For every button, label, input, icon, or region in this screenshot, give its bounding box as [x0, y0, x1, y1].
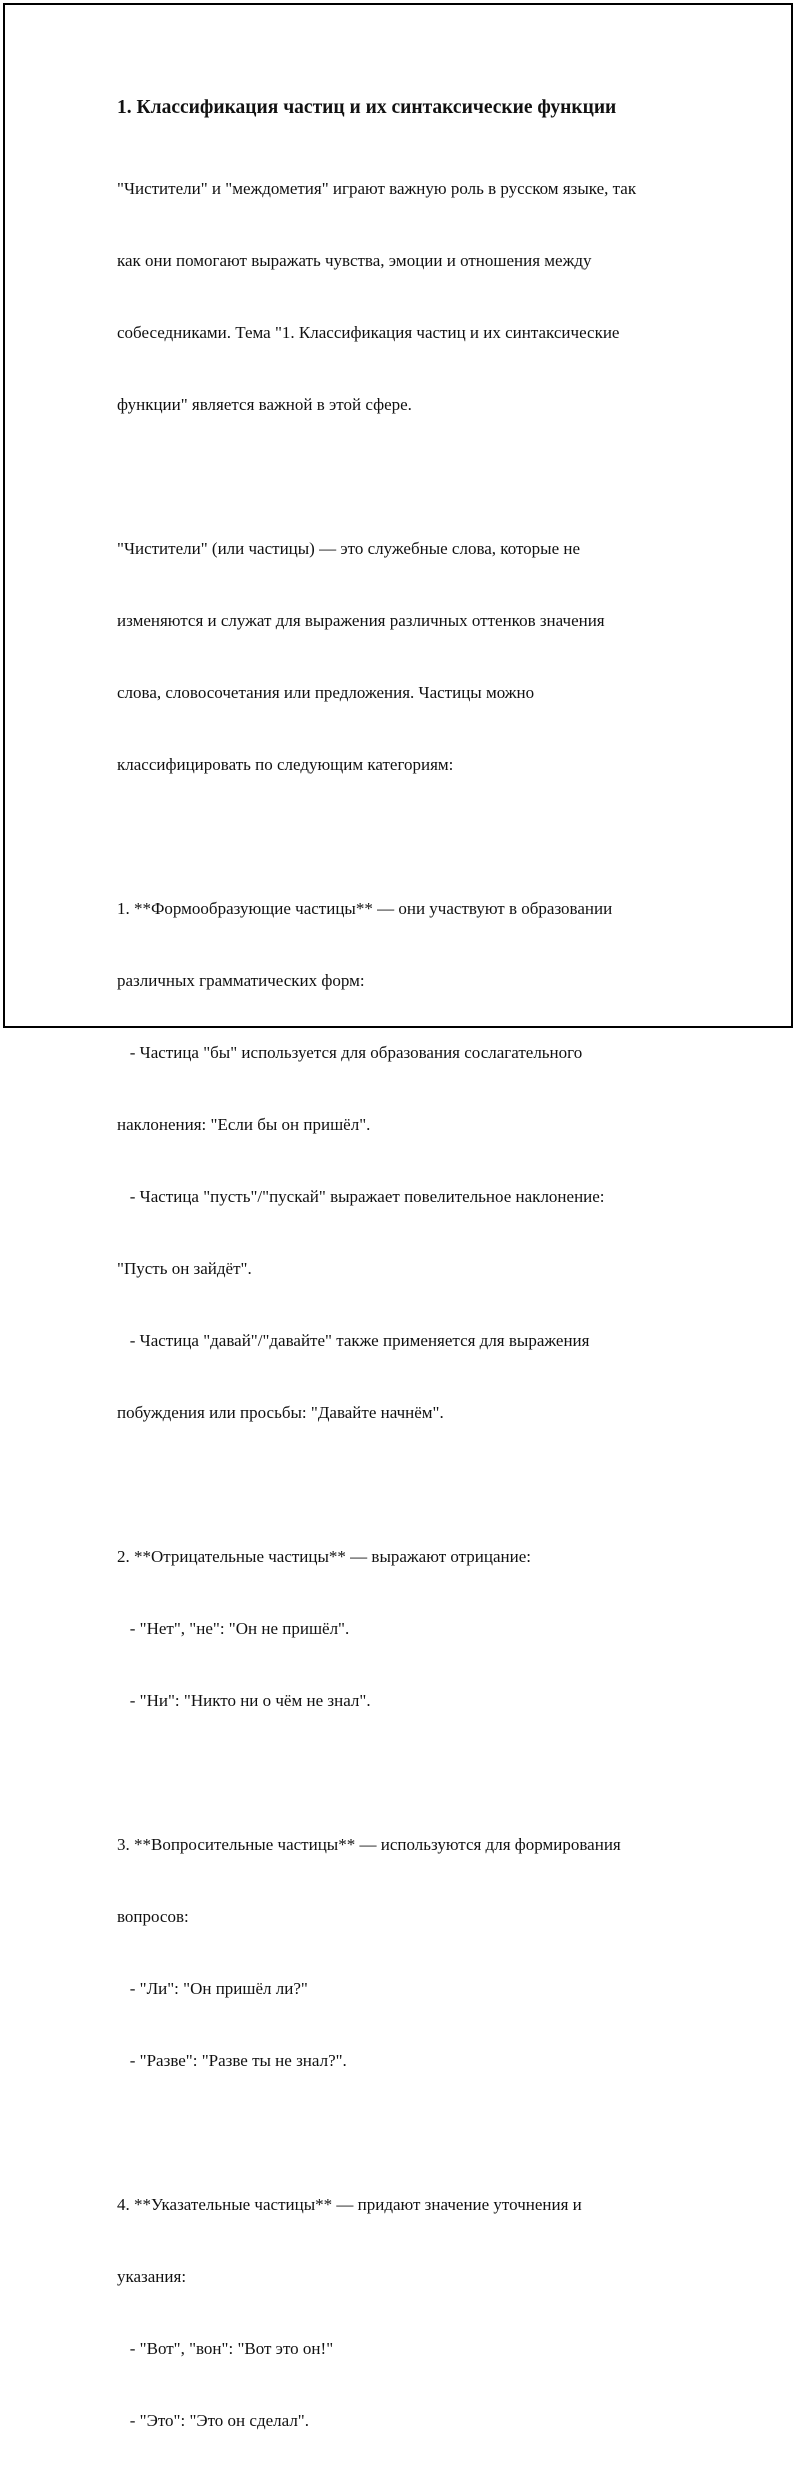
text-line: классифицировать по следующим категориям:	[117, 755, 454, 774]
paragraph-spacer	[117, 1761, 697, 1785]
text-line: наклонения: "Если бы он пришёл".	[117, 1115, 371, 1134]
text-line: собеседниками. Тема "1. Классификация частиц и их синтаксические	[117, 323, 620, 342]
paragraph-spacer	[117, 1473, 697, 1497]
list-section-formative	[117, 849, 697, 1473]
list-item: - "Это": "Это он сделал".	[117, 2411, 309, 2430]
list-item: - Частица "давай"/"давайте" также применяется для выражения	[117, 1331, 590, 1350]
page-title: 1. Классификация частиц и их синтаксические функции	[117, 97, 617, 118]
text-line: указания:	[117, 2267, 187, 2286]
paragraph-intro	[117, 129, 697, 465]
list-item: - "Нет", "не": "Он не пришёл".	[117, 1619, 350, 1638]
text-line: функции" является важной в этой сфере.	[117, 395, 412, 414]
list-item: - Частица "бы" используется для образования сослагательного	[117, 1043, 583, 1062]
text-line: "Пусть он зайдёт".	[117, 1259, 252, 1278]
text-line: "Чистители" и "междометия" играют важную роль в русском языке, так	[117, 179, 637, 198]
paragraph-definition	[117, 489, 697, 825]
text-line: "Чистители" (или частицы) — это служебные слова, которые не	[117, 539, 581, 558]
list-item: - "Ли": "Он пришёл ли?"	[117, 1979, 308, 1998]
document-content	[117, 94, 697, 2481]
list-section-negative	[117, 1497, 697, 1761]
paragraph-spacer	[117, 465, 697, 489]
text-line: 4. **Указательные частицы** — придают значение уточнения и	[117, 2195, 582, 2214]
paragraph-spacer	[117, 2121, 697, 2145]
list-item: - "Ни": "Никто ни о чём не знал".	[117, 1691, 371, 1710]
list-section-demonstrative	[117, 2145, 697, 2481]
list-item: - "Вот", "вон": "Вот это он!"	[117, 2339, 334, 2358]
list-section-interrogative	[117, 1785, 697, 2121]
paragraph-spacer	[117, 825, 697, 849]
text-line: 1. **Формообразующие частицы** — они участвуют в образовании	[117, 899, 613, 918]
text-line: вопросов:	[117, 1907, 189, 1926]
text-line: различных грамматических форм:	[117, 971, 365, 990]
text-line: слова, словосочетания или предложения. Частицы можно	[117, 683, 535, 702]
text-line: изменяются и служат для выражения различных оттенков значения	[117, 611, 605, 630]
text-line: как они помогают выражать чувства, эмоции и отношения между	[117, 251, 592, 270]
text-line: 2. **Отрицательные частицы** — выражают отрицание:	[117, 1547, 531, 1566]
text-line: побуждения или просьбы: "Давайте начнём".	[117, 1403, 444, 1422]
document-body	[117, 129, 697, 2481]
list-item: - "Разве": "Разве ты не знал?".	[117, 2051, 347, 2070]
list-item: - Частица "пусть"/"пускай" выражает повелительное наклонение:	[117, 1187, 605, 1206]
text-line: 3. **Вопросительные частицы** — используются для формирования	[117, 1835, 621, 1854]
